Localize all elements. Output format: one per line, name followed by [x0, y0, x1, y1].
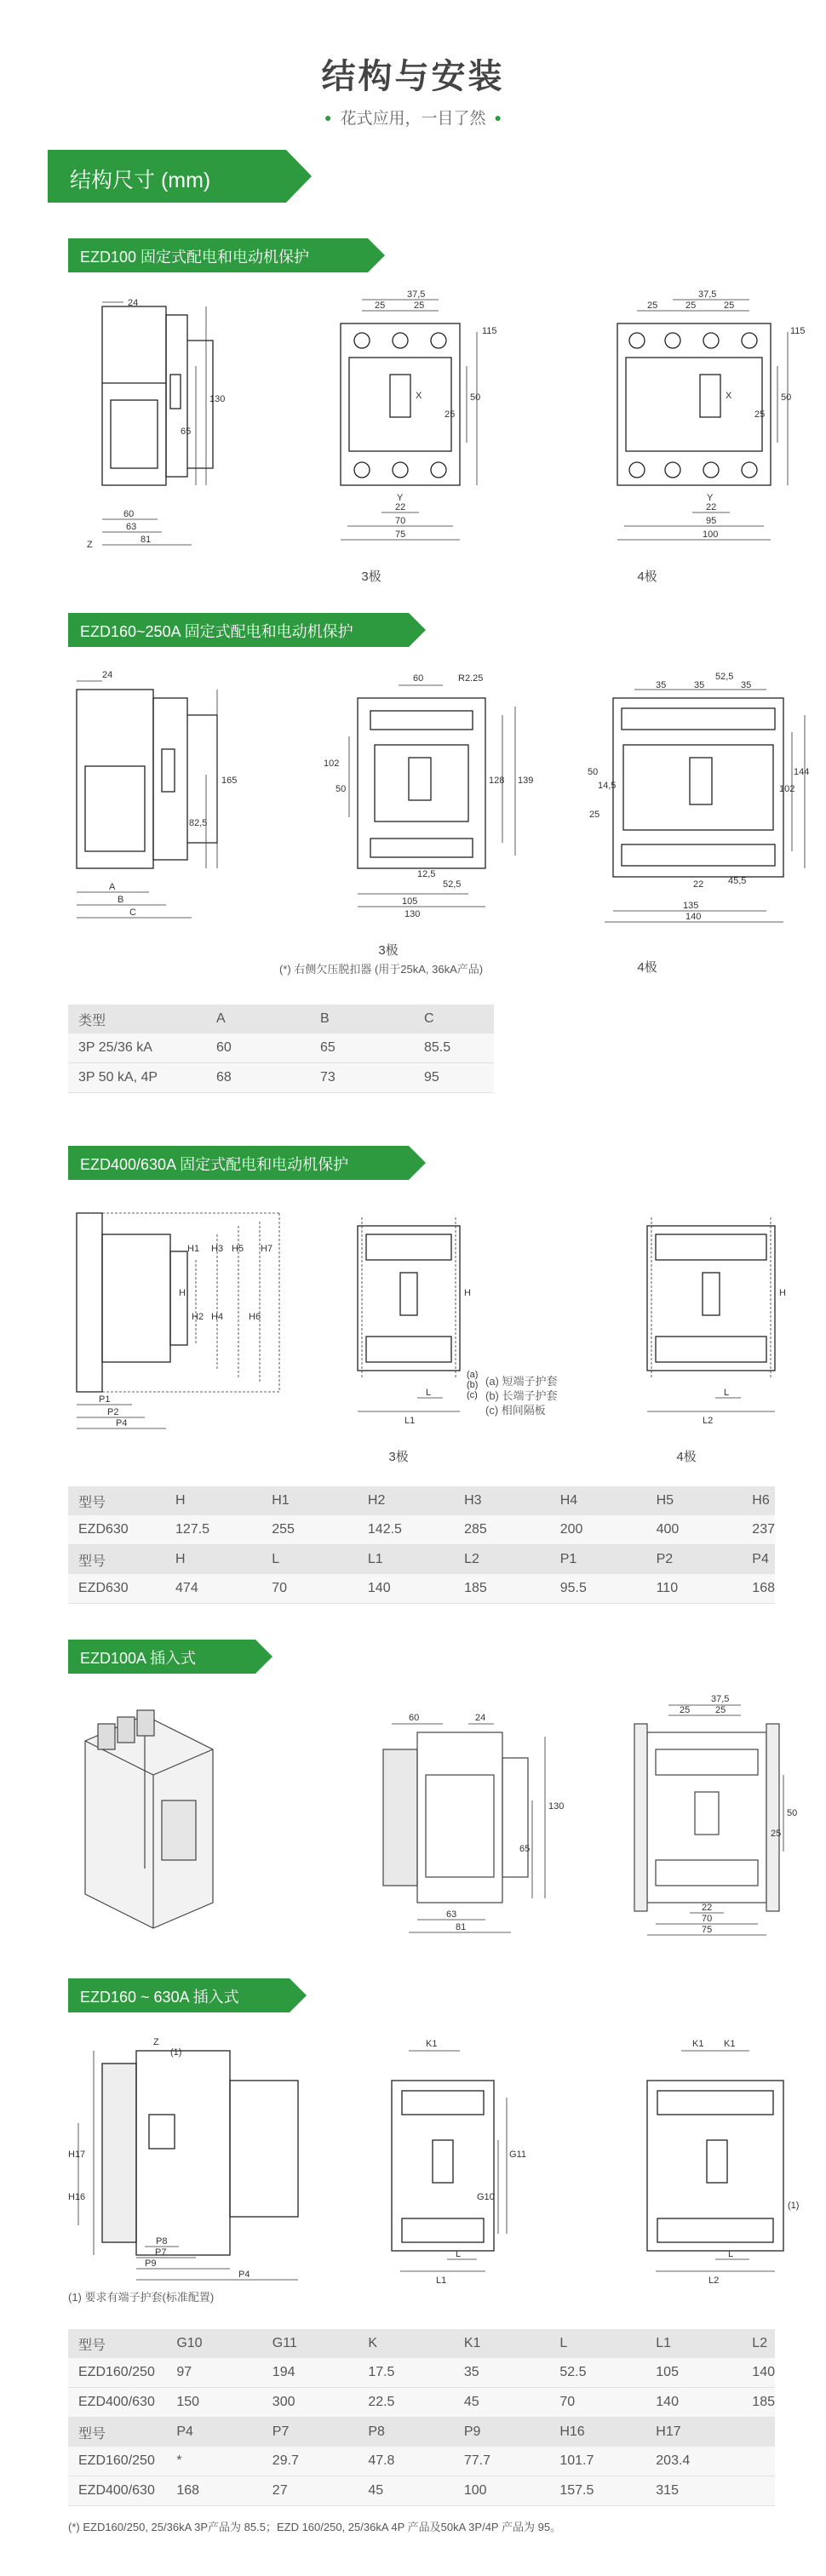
table-cell: 168	[742, 1574, 775, 1604]
dim-label: 75	[702, 1925, 713, 1935]
dim-label: H3	[211, 1244, 224, 1254]
table-cell: P9	[454, 2418, 550, 2447]
dim-label: 22	[702, 1903, 713, 1913]
table-cell: 型号	[68, 2418, 166, 2447]
dim-label: C	[129, 907, 136, 918]
dim-label: 45,5	[728, 876, 747, 886]
caption-4pole: 4极	[637, 570, 657, 584]
table-cell: EZD400/630	[68, 2476, 166, 2506]
dim-label: 95	[706, 516, 717, 526]
dim-label: P2	[107, 1407, 119, 1417]
dim-label: 50	[781, 392, 792, 403]
table-cell: G11	[262, 2329, 359, 2358]
table-cell: EZD630	[68, 1515, 165, 1545]
dim-label: Y	[397, 493, 404, 503]
dim-label: H17	[68, 2150, 86, 2160]
dim-label: G10	[477, 2192, 495, 2202]
dim-label: P7	[155, 2247, 167, 2258]
subtitle-text: 花式应用，一目了然	[340, 110, 486, 128]
table-cell: 105	[645, 2358, 742, 2388]
table-cell: EZD630	[68, 1574, 165, 1604]
dim-label: Z	[153, 2037, 159, 2047]
dim-label: 24	[102, 670, 113, 680]
table-cell: P1	[550, 1545, 646, 1575]
dim-label: 65	[519, 1844, 531, 1854]
dim-label: X	[726, 391, 732, 401]
table-cell: 3P 25/36 kA	[68, 1033, 206, 1063]
dim-label: H6	[249, 1312, 261, 1322]
dim-label: 130	[209, 394, 226, 404]
terminal-cover-note: (1) 要求有端子护套(标准配置)	[68, 2291, 215, 2304]
dim-label: R2.25	[458, 673, 484, 684]
table-header-row	[68, 2329, 775, 2358]
table-cell: L	[549, 2329, 645, 2358]
dim-label: 144	[794, 767, 810, 777]
dim-label: Z	[87, 540, 93, 550]
caption-4pole: 4极	[676, 1450, 697, 1464]
dim-label: 70	[702, 1914, 713, 1924]
dim-label: H	[779, 1288, 786, 1298]
dim-label: K1	[426, 2039, 438, 2049]
dim-label: 50	[336, 784, 347, 794]
table-cell: C	[414, 1005, 494, 1033]
banner-label: 结构尺寸 (mm)	[70, 169, 211, 192]
table-cell: H5	[646, 1486, 743, 1515]
table-header-row	[68, 2418, 775, 2447]
dim-label: 130	[404, 909, 421, 919]
caption-3pole: 3极	[388, 1450, 409, 1464]
table-cell: 型号	[68, 2329, 166, 2358]
table-cell: 27	[262, 2476, 359, 2506]
table-cell: 型号	[68, 1486, 165, 1515]
dim-label: (a)	[467, 1370, 479, 1380]
caption-4pole: 4极	[637, 960, 657, 975]
table-row	[68, 1574, 775, 1604]
dim-label: H	[464, 1288, 471, 1298]
table-cell: 194	[262, 2358, 359, 2388]
section-label: EZD100 固定式配电和电动机保护	[80, 249, 310, 266]
section-label: EZD400/630A 固定式配电和电动机保护	[80, 1156, 349, 1173]
dim-label: 52,5	[443, 879, 462, 890]
table-cell: 类型	[68, 1005, 206, 1033]
table-row	[68, 2358, 775, 2388]
table-cell: 142.5	[358, 1515, 454, 1545]
dim-label: 130	[548, 1801, 565, 1812]
table-header-row	[68, 1486, 775, 1515]
table-cell: 95	[414, 1063, 494, 1093]
table-cell: K1	[454, 2329, 550, 2358]
dim-label: 105	[402, 896, 418, 907]
ezd160-drawings	[68, 664, 810, 953]
table-cell: 45	[454, 2388, 550, 2418]
bullet-dot-icon: ●	[494, 111, 502, 124]
dim-label: 14,5	[598, 781, 617, 791]
dim-label: 50	[470, 392, 481, 403]
dim-label: K1	[724, 2039, 736, 2049]
table-cell: 157.5	[549, 2476, 645, 2506]
dim-label: P9	[145, 2258, 157, 2269]
ezd160a-drawings	[68, 2029, 800, 2285]
table-cell	[742, 2447, 775, 2476]
dim-label: 60	[409, 1713, 420, 1723]
dim-label: 140	[685, 912, 702, 922]
table-row	[68, 1033, 494, 1063]
dim-label: (c)	[467, 1390, 478, 1400]
dim-label: H16	[68, 2192, 86, 2202]
table-cell: *	[166, 2447, 261, 2476]
table-cell: 77.7	[454, 2447, 550, 2476]
dim-label: 70	[395, 516, 406, 526]
dim-label: P1	[99, 1394, 111, 1405]
dim-label: 102	[324, 758, 340, 769]
table-cell: 285	[454, 1515, 550, 1545]
dim-label: 35	[656, 680, 667, 690]
dim-label: 63	[126, 522, 137, 532]
dim-label: 35	[741, 680, 752, 690]
table-cell: 101.7	[549, 2447, 645, 2476]
dim-label: H	[179, 1288, 186, 1298]
table-cell: 73	[310, 1063, 414, 1093]
table-cell: B	[310, 1005, 414, 1033]
table-header-row	[68, 1545, 775, 1575]
table-cell: 95.5	[550, 1574, 646, 1604]
table-cell: 68	[206, 1063, 310, 1093]
table-cell: L	[261, 1545, 358, 1575]
table-cell: H2	[358, 1486, 454, 1515]
dim-label: 37,5	[698, 289, 717, 300]
dim-label: H7	[261, 1244, 273, 1254]
dim-label: 52,5	[715, 672, 734, 682]
section-label: EZD160 ~ 630A 插入式	[80, 1989, 239, 2006]
table-row	[68, 2476, 775, 2506]
table-cell: 140	[645, 2388, 742, 2418]
table-cell: 140	[742, 2358, 775, 2388]
table-cell: 3P 50 kA, 4P	[68, 1063, 206, 1093]
ezd100-drawings	[68, 289, 806, 570]
table-cell: 22.5	[358, 2388, 454, 2418]
dim-label: L	[724, 1388, 730, 1398]
table-cell: 315	[645, 2476, 742, 2506]
ezd160-dimension-table	[68, 1005, 494, 1093]
dim-label: 22	[693, 879, 704, 890]
table-cell: H	[165, 1486, 261, 1515]
dim-label: A	[109, 882, 116, 892]
table-cell: H17	[645, 2418, 742, 2447]
table-cell: K	[358, 2329, 454, 2358]
dim-label: 81	[141, 535, 152, 545]
dim-label: G11	[509, 2150, 526, 2160]
dim-label: 128	[489, 776, 505, 786]
table-cell: L2	[742, 2329, 775, 2358]
table-cell: 474	[165, 1574, 261, 1604]
legend-item: (a) 短端子护套	[485, 1375, 558, 1388]
table-cell: EZD400/630	[68, 2388, 166, 2418]
dim-label: 25	[680, 1705, 691, 1715]
table-row	[68, 1063, 494, 1093]
dim-label: 63	[446, 1909, 457, 1920]
table-cell: 85.5	[414, 1033, 494, 1063]
table-cell: L2	[454, 1545, 550, 1575]
dim-label: 115	[482, 326, 497, 336]
dim-label: L1	[436, 2275, 447, 2286]
section-header-ezd100	[68, 238, 385, 272]
table-cell: H16	[549, 2418, 645, 2447]
dim-label: (1)	[788, 2201, 800, 2211]
table-cell: 97	[166, 2358, 261, 2388]
section-header-ezd400	[68, 1146, 426, 1180]
table-cell: 29.7	[262, 2447, 359, 2476]
table-cell: P8	[358, 2418, 454, 2447]
dim-label: 135	[683, 901, 699, 911]
dim-label: K1	[692, 2039, 704, 2049]
table-cell: 47.8	[358, 2447, 454, 2476]
section-label: EZD160~250A 固定式配电和电动机保护	[80, 623, 353, 640]
table-cell: H	[165, 1545, 261, 1575]
dim-label: 82,5	[189, 818, 208, 828]
table-cell: A	[206, 1005, 310, 1033]
dim-label: L1	[404, 1416, 416, 1426]
table-cell: H3	[454, 1486, 550, 1515]
dim-label: 25	[685, 301, 697, 311]
table-cell: 237	[742, 1515, 775, 1545]
dim-label: 60	[123, 509, 135, 519]
table-row	[68, 1515, 775, 1545]
table-cell: 70	[549, 2388, 645, 2418]
dim-label: 50	[787, 1808, 798, 1818]
table-cell	[742, 2418, 775, 2447]
table-cell: P4	[742, 1545, 775, 1575]
caption-3pole: 3极	[378, 943, 399, 958]
table-cell: EZD160/250	[68, 2447, 166, 2476]
table-cell: 255	[261, 1515, 358, 1545]
dim-label: H2	[192, 1312, 204, 1322]
bullet-dot-icon: ●	[324, 111, 332, 124]
dim-label: 22	[706, 502, 717, 512]
dim-label: 25	[445, 409, 456, 420]
table-row	[68, 2388, 775, 2418]
ezd400-dimension-table	[68, 1486, 775, 1604]
page-title: 结构与安装	[321, 58, 505, 95]
section-banner	[48, 150, 312, 203]
dim-label: P4	[116, 1418, 128, 1428]
dim-label: 165	[221, 776, 238, 786]
table-cell: 150	[166, 2388, 261, 2418]
table-cell: 140	[358, 1574, 454, 1604]
table-cell: 65	[310, 1033, 414, 1063]
dim-label: 37,5	[407, 289, 426, 300]
dim-label: 65	[181, 426, 192, 437]
dim-label: P4	[238, 2270, 250, 2280]
dim-label: 75	[395, 530, 406, 540]
ezd400-drawings	[68, 1200, 792, 1439]
dim-label: 37,5	[711, 1694, 730, 1704]
table-cell: 35	[454, 2358, 550, 2388]
section-header-ezd160	[68, 613, 426, 647]
dim-label: 25	[414, 301, 425, 311]
dim-label: H1	[187, 1244, 200, 1254]
table-cell: 185	[454, 1574, 550, 1604]
table-cell: 127.5	[165, 1515, 261, 1545]
dim-label: 24	[475, 1713, 486, 1723]
table-cell: 17.5	[358, 2358, 454, 2388]
table-cell: P7	[262, 2418, 359, 2447]
legend-item: (c) 相间隔板	[485, 1404, 546, 1417]
ezd160a-dimension-table	[68, 2329, 775, 2506]
table-cell: 168	[166, 2476, 261, 2506]
dim-label: 25	[647, 301, 658, 311]
dim-label: 25	[754, 409, 766, 420]
dim-label: X	[416, 391, 422, 401]
table-cell: L1	[645, 2329, 742, 2358]
dim-label: 22	[395, 502, 406, 512]
dim-label: B	[118, 895, 124, 905]
section-label: EZD100A 插入式	[80, 1650, 197, 1667]
dim-label: 35	[694, 680, 705, 690]
ezd100a-drawings	[68, 1690, 800, 1954]
dim-label: 25	[589, 810, 600, 820]
dim-label: L	[728, 2249, 734, 2259]
dim-label: (b)	[467, 1380, 479, 1390]
table-cell: G10	[166, 2329, 261, 2358]
dim-label: 12,5	[417, 869, 436, 879]
table-cell: H1	[261, 1486, 358, 1515]
table-footnote: (*) EZD160/250, 25/36kA 3P产品为 85.5；EZD 160/250, 25/36kA 4P 产品及50kA 3P/4P 产品为 95。	[68, 2521, 562, 2533]
dim-label: 25	[724, 301, 735, 311]
dim-label: 139	[518, 776, 534, 786]
section-header-ezd100a	[68, 1640, 272, 1674]
dim-label: 81	[456, 1922, 467, 1932]
legend-item: (b) 长端子护套	[485, 1389, 558, 1402]
table-cell: 100	[454, 2476, 550, 2506]
table-cell: 型号	[68, 1545, 165, 1575]
page-subtitle	[0, 106, 826, 129]
dim-label: H4	[211, 1312, 224, 1322]
dim-label: 102	[779, 784, 795, 794]
caption-3pole: 3极	[361, 570, 381, 584]
table-cell: 70	[261, 1574, 358, 1604]
table-cell: 185	[742, 2388, 775, 2418]
table-cell: L1	[358, 1545, 454, 1575]
dim-label: L2	[708, 2275, 720, 2286]
dim-label: 25	[771, 1829, 782, 1839]
table-cell: 203.4	[645, 2447, 742, 2476]
dim-label: 60	[413, 673, 424, 684]
dim-label: L2	[703, 1416, 714, 1426]
table-header-row	[68, 1005, 494, 1033]
dim-label: L	[426, 1388, 432, 1398]
dim-label: 25	[375, 301, 386, 311]
table-cell: H4	[550, 1486, 646, 1515]
dim-label: P8	[156, 2236, 168, 2247]
dim-label: L	[456, 2249, 462, 2259]
table-row	[68, 2447, 775, 2476]
dim-label: 24	[128, 298, 139, 308]
dim-label: H5	[232, 1244, 244, 1254]
table-cell: 60	[206, 1033, 310, 1063]
dim-label: (1)	[170, 2047, 182, 2058]
undervoltage-note: (*) 右侧欠压脱扣器 (用于25kA, 36kA产品)	[279, 963, 484, 976]
table-cell: EZD160/250	[68, 2358, 166, 2388]
table-cell: H6	[742, 1486, 775, 1515]
table-cell: 52.5	[549, 2358, 645, 2388]
table-cell: 300	[262, 2388, 359, 2418]
table-cell: P4	[166, 2418, 261, 2447]
terminal-cover-legend	[485, 1374, 558, 1417]
table-cell	[742, 2476, 775, 2506]
table-cell: 110	[646, 1574, 743, 1604]
dim-label: 100	[703, 530, 719, 540]
dim-label: 115	[790, 326, 806, 336]
dim-label: Y	[707, 493, 714, 503]
table-cell: P2	[646, 1545, 743, 1575]
table-cell: 200	[550, 1515, 646, 1545]
section-header-ezd160a	[68, 1978, 307, 2012]
table-cell: 400	[646, 1515, 743, 1545]
dim-label: 25	[715, 1705, 726, 1715]
dim-label: 50	[588, 767, 599, 777]
table-cell: 45	[358, 2476, 454, 2506]
